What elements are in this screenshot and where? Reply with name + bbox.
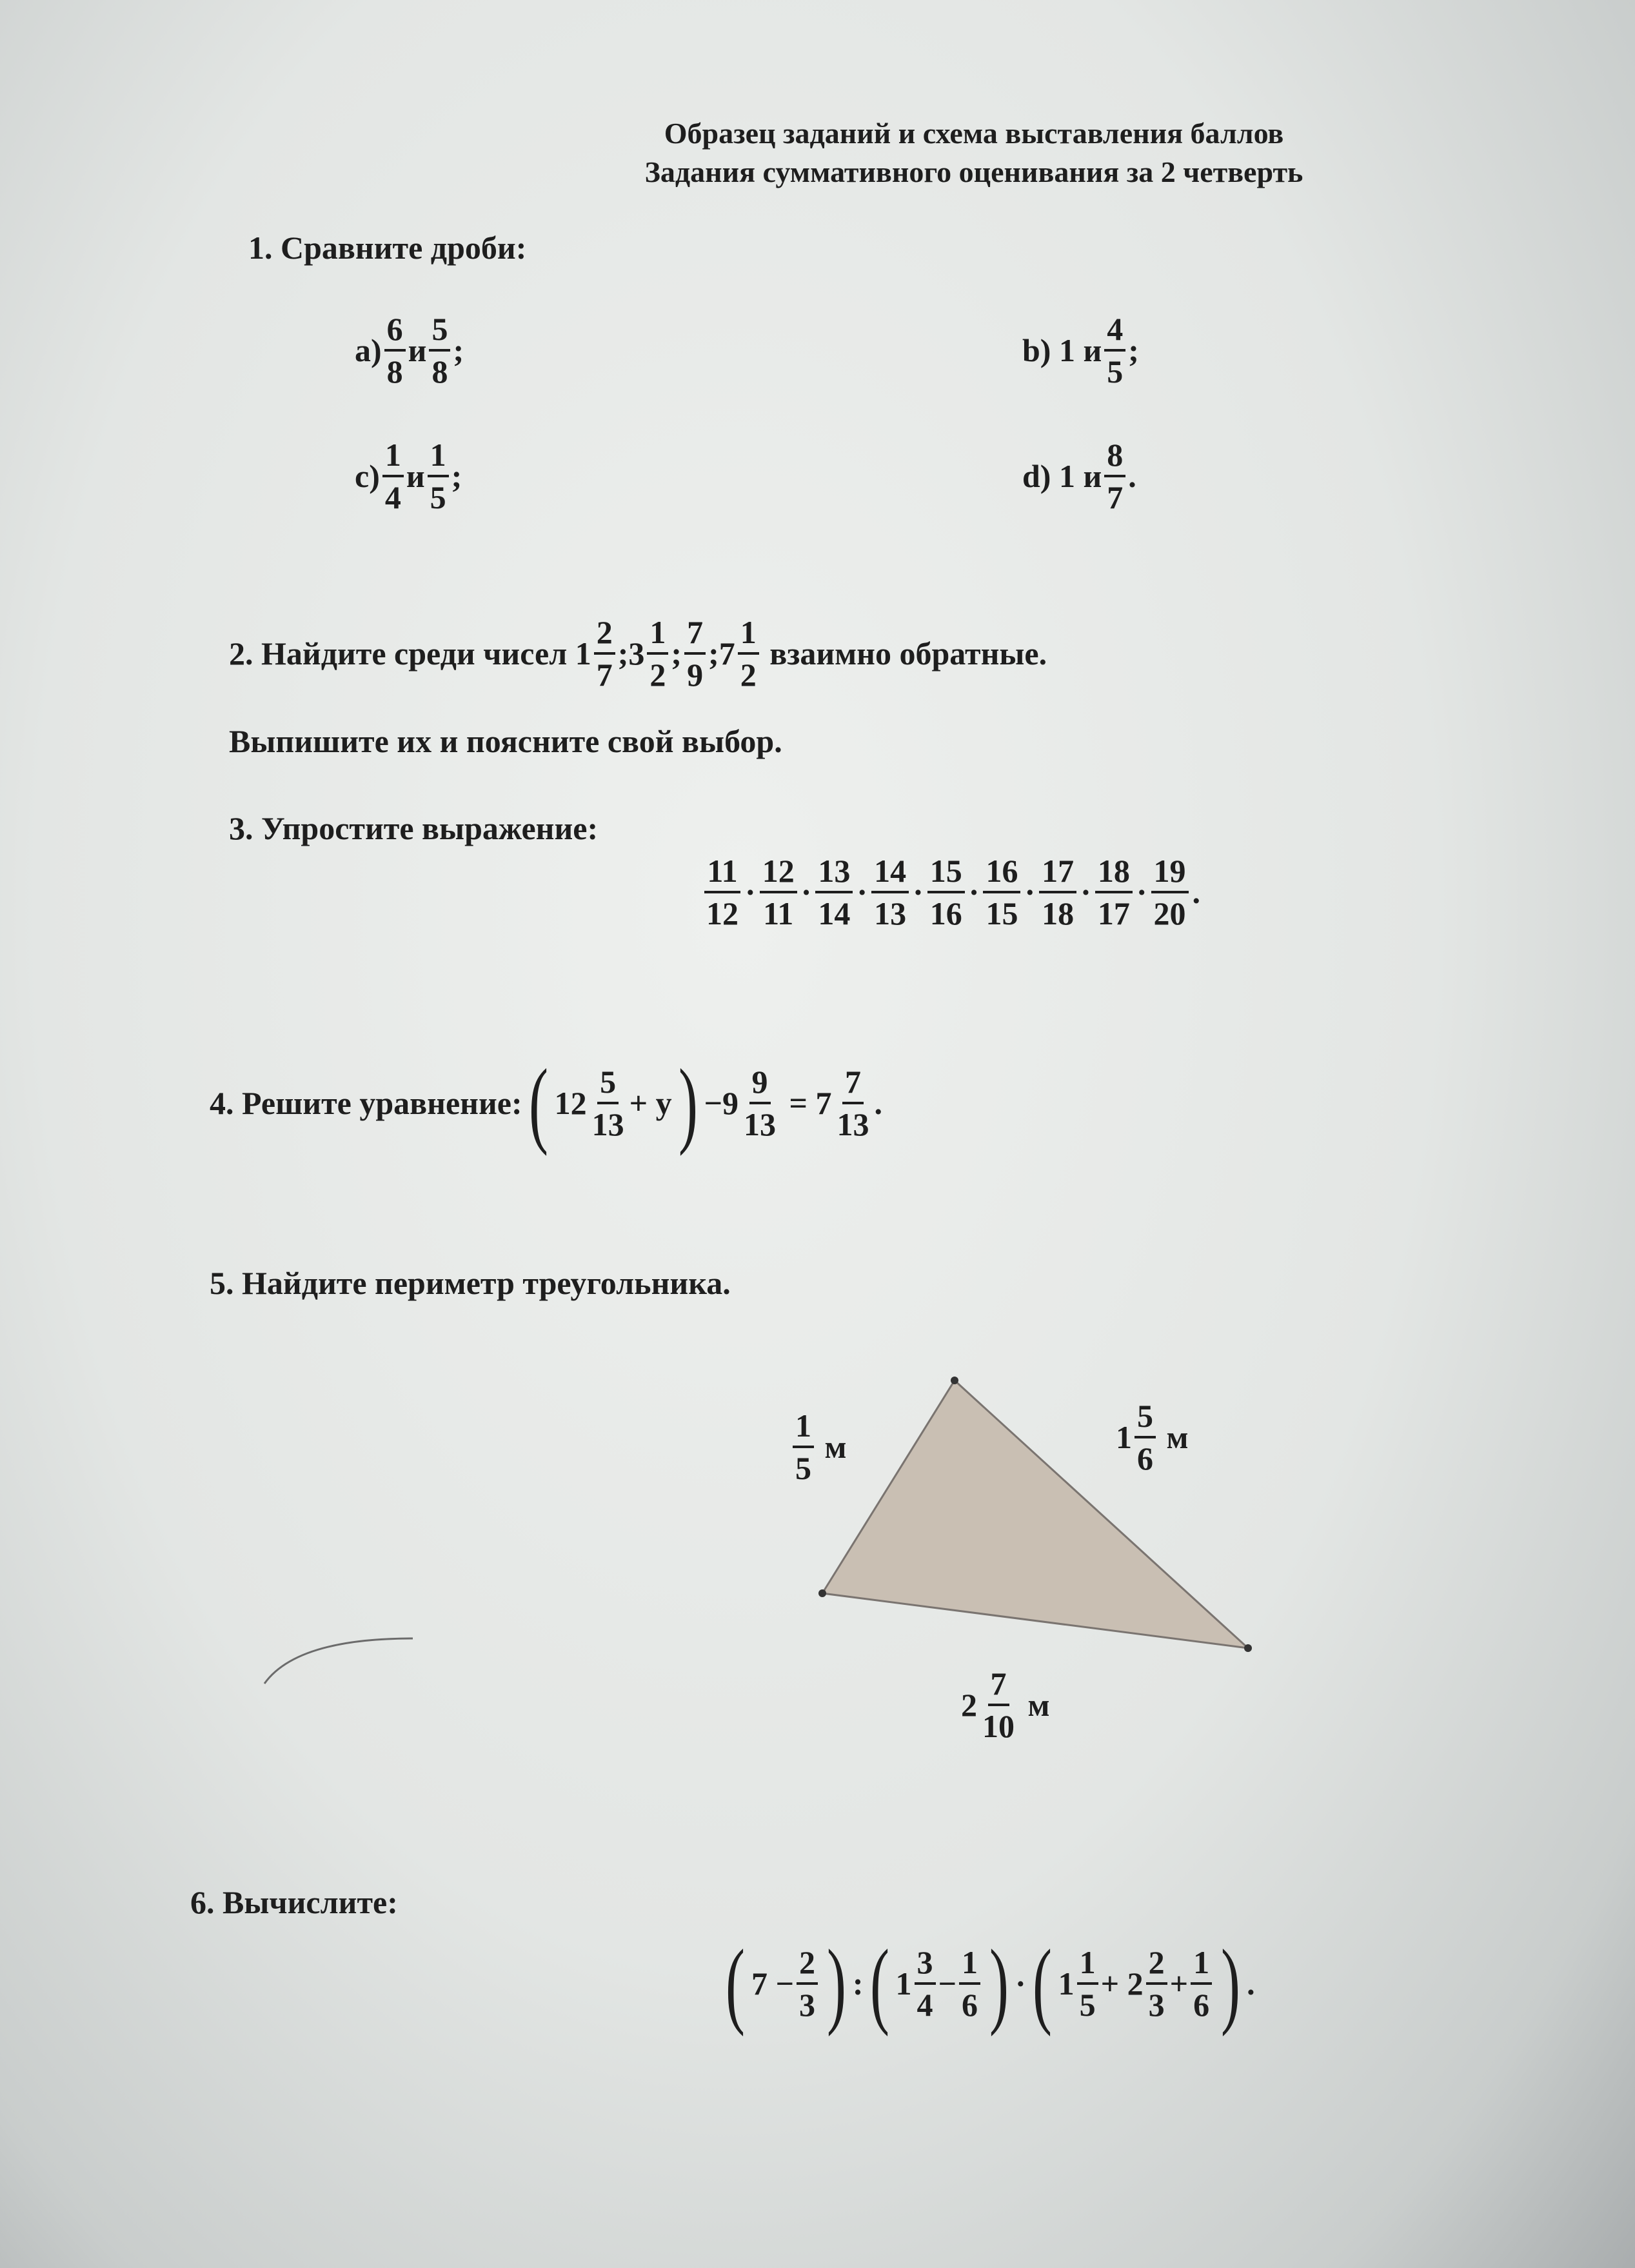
q2-number-1: 1 $\frac{2}{7}$ — [575, 616, 618, 691]
q1-a-conj: и — [408, 332, 427, 368]
q1-a-label: a) — [355, 332, 382, 368]
q1-d-frac: $\frac{8}{7}$ — [1104, 439, 1125, 513]
q1-d-label: d) 1 — [1022, 458, 1075, 494]
q6-expression: ( 7 − $\frac{2}{3}$ ) : ( 1 $\frac{3}{4}$ − $\frac{1}{6}$ ) · ( 1 $\frac{1}{5}$ + 2 $\frac{2}{3}$ + $\frac{1}{6}$ ) . — [725, 1930, 1255, 2037]
q1-title: 1. Сравните дроби: — [248, 230, 527, 266]
q1-item-c: c) $\frac{1}{4}$ и $\frac{1}{5}$ ; — [355, 437, 462, 515]
q1-c-conj: и — [406, 458, 425, 494]
q3-frac-3: $\frac{13}{14}$ — [815, 855, 853, 930]
q3-frac-2: $\frac{12}{11}$ — [760, 855, 797, 930]
q3-frac-4: $\frac{14}{13}$ — [871, 855, 909, 930]
q2-number-2: 3 $\frac{1}{2}$ — [628, 616, 671, 691]
q1-d-conj: и — [1083, 458, 1102, 494]
q1-c-label: c) — [355, 458, 380, 494]
q3-frac-9: $\frac{19}{20}$ — [1151, 855, 1189, 930]
q4-title: 4. Решите уравнение: — [210, 1085, 522, 1121]
q3-frac-1: $\frac{11}{12}$ — [704, 855, 741, 930]
q5-title: 5. Найдите периметр треугольника. — [210, 1265, 731, 1301]
q4-frac-1: $\frac{5}{13}$ — [591, 1064, 624, 1142]
q2-line-2: Выпишите их и поясните свой выбор. — [229, 723, 782, 759]
q1-b-label: b) 1 — [1022, 332, 1075, 368]
header-line-1: Образец заданий и схема выставления баллов — [664, 117, 1284, 150]
vertex-left — [818, 1589, 826, 1597]
side-left-label: $\frac{1}{5}$ м — [790, 1409, 847, 1484]
q3-frac-7: $\frac{17}{18}$ — [1039, 855, 1076, 930]
q2-line-1: 2. Найдите среди чисел 1 $\frac{2}{7}$ ; 3 $\frac{1}{2}$ ; $\frac{7}{9}$ ; 7 $\frac{1}{2}$ взаимно обратные. — [229, 614, 1047, 693]
q1-item-d: d) 1 и $\frac{8}{7}$ . — [1022, 437, 1136, 515]
q1-item-a: a) $\frac{6}{8}$ и $\frac{5}{8}$ ; — [355, 311, 464, 390]
q3-title: 3. Упростите выражение: — [229, 810, 599, 846]
q1-b-frac: $\frac{4}{5}$ — [1104, 313, 1125, 388]
q3-frac-8: $\frac{18}{17}$ — [1095, 855, 1133, 930]
q4-frac-2: $\frac{9}{13}$ — [744, 1064, 777, 1142]
q3-product: $\frac{11}{12}$ · $\frac{12}{11}$ · $\frac{13}{14}$ · $\frac{14}{13}$ · $\frac{15}{16}$ · $\frac{16}{15}$ · $\frac{17}{18}$ · $\frac{18}{17}$ · $\frac{19}{20}$ . — [700, 855, 1200, 930]
q2-suffix: взаимно обратные. — [769, 635, 1047, 671]
q2-number-4: 7 $\frac{1}{2}$ — [719, 616, 762, 691]
q3-frac-5: $\frac{15}{16}$ — [927, 855, 965, 930]
q4-frac-3: $\frac{7}{13}$ — [837, 1064, 869, 1142]
vertex-right — [1244, 1644, 1252, 1652]
q2-prefix: 2. Найдите среди чисел — [229, 635, 568, 671]
q1-a-frac2: $\frac{5}{8}$ — [429, 313, 450, 388]
vertex-top — [951, 1377, 958, 1384]
q1-c-frac2: $\frac{1}{5}$ — [428, 439, 449, 513]
q1-item-b: b) 1 и $\frac{4}{5}$ ; — [1022, 311, 1139, 390]
side-right-label: 1 $\frac{5}{6}$ м — [1116, 1398, 1189, 1477]
q6-title: 6. Вычислите: — [190, 1884, 398, 1920]
q3-frac-6: $\frac{16}{15}$ — [983, 855, 1020, 930]
side-bottom-label: 2 $\frac{7}{10}$ м — [961, 1666, 1050, 1744]
q2-number-3: $\frac{7}{9}$ — [682, 616, 708, 691]
q1-b-conj: и — [1083, 332, 1102, 368]
q1-c-frac1: $\frac{1}{4}$ — [382, 439, 404, 513]
q4-line: 4. Решите уравнение: ( 12 $\frac{5}{13}$ + y ) −9 $\frac{9}{13}$ = 7 $\frac{7}{13}$ . — [210, 1049, 883, 1157]
header-line-2: Задания суммативного оценивания за 2 четверть — [644, 155, 1303, 188]
pencil-mark — [264, 1638, 413, 1684]
q1-a-frac1: $\frac{6}{8}$ — [384, 313, 406, 388]
